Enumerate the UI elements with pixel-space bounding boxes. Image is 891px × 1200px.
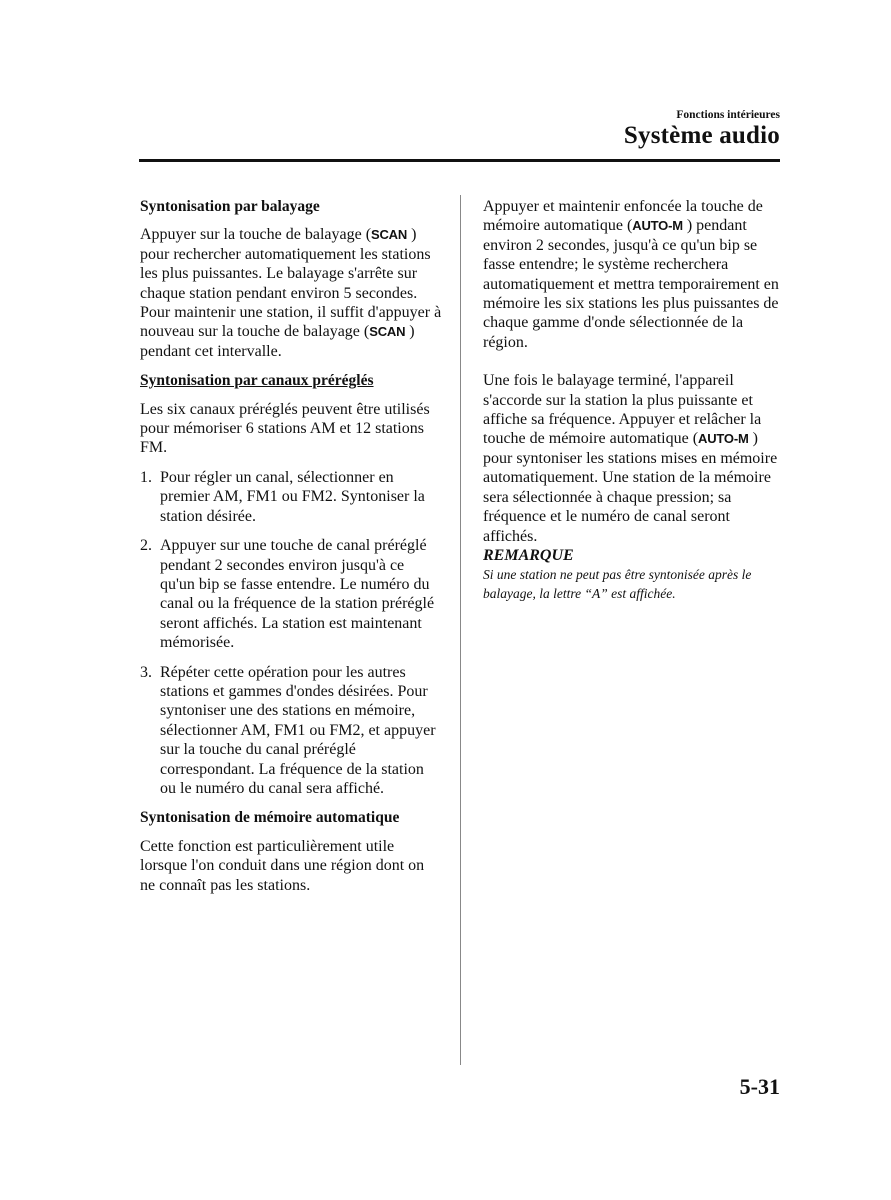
header-rule — [139, 159, 780, 162]
step-text: Répéter cette opération pour les autres stations et gammes d'ondes désirées. Pour syntoniser une des stations en mémoire, sélectionner AM, FM1 ou FM2, et appuyer sur la touche du canal préréglé correspondant. La fréquence de la station ou le numéro du canal sera affiché. — [160, 663, 436, 797]
scan-key-label: SCAN — [369, 324, 406, 340]
section-label: Fonctions intérieures — [676, 109, 780, 121]
auto-memory-heading: Syntonisation de mémoire automatique — [140, 809, 400, 827]
list-item — [140, 663, 442, 799]
para1-text-1: Appuyer et maintenir enfoncée la touche de mémoire automatique ( — [483, 198, 763, 235]
preset-steps — [140, 468, 442, 799]
step-text: Appuyer sur une touche de canal préréglé pendant 2 secondes environ jusqu'à ce qu'un bip se fasse entendre. Le numéro du canal ou la fréquence de la station préréglé seront affichés. La station est maintenant mémorisée. — [160, 537, 435, 652]
list-item — [140, 468, 442, 526]
scan-paragraph — [140, 225, 442, 361]
para2-text-2: ) pour syntoniser les stations mises en mémoire automatiquement. Une station de la mémoire sera sélectionnée à chaque pression; sa fréquence et le numéro de canal seront affichés. — [483, 430, 778, 545]
preset-heading: Syntonisation par canaux préréglés — [140, 372, 374, 390]
step-number: 1. — [140, 468, 152, 486]
auto-memory-paragraph-2 — [483, 371, 781, 546]
auto-m-key-label: AUTO-M — [698, 431, 749, 447]
scan-text-2: ) pour rechercher automatiquement les stations les plus puissantes. Le balayage s'arrête sur chaque station pendant environ 5 secondes. Pour maintenir une station, il suffit d'appuyer à nouveau sur la touche de balayage ( — [140, 226, 442, 341]
auto-m-key-label: AUTO-M — [632, 218, 683, 234]
para2-text-1: Une fois le balayage terminé, l'appareil s'accorde sur la station la plus puissante et affiche sa fréquence. Appuyer et relâcher la touche de mémoire automatique ( — [483, 372, 762, 448]
note-title: REMARQUE — [483, 546, 574, 564]
scan-heading: Syntonisation par balayage — [140, 198, 320, 215]
preset-intro: Les six canaux préréglés peuvent être utilisés pour mémoriser 6 stations AM et 12 stations FM. — [140, 400, 430, 457]
scan-key-label: SCAN — [371, 227, 408, 243]
column-divider — [460, 195, 461, 1065]
left-column — [140, 197, 442, 895]
auto-memory-paragraph: Cette fonction est particulièrement utile lorsque l'on conduit dans une région dont on ne connaît pas les stations. — [140, 837, 425, 894]
scan-text-3: ) pendant cet intervalle. — [140, 323, 415, 360]
auto-memory-paragraph-1 — [483, 197, 781, 352]
right-column — [483, 197, 781, 603]
step-number: 2. — [140, 537, 152, 555]
para1-text-2: ) pendant environ 2 secondes, jusqu'à ce qu'un bip se fasse entendre; le système recherchera automatiquement et mettra temporairement en mémoire les six stations les plus puissantes de chaque gamme d'onde sélectionnée de la région. — [483, 217, 779, 351]
note-text: Si une station ne peut pas être syntonisée après le balayage, la lettre “A” est affichée. — [483, 567, 752, 602]
step-text: Pour régler un canal, sélectionner en premier AM, FM1 ou FM2. Syntoniser la station désirée. — [160, 468, 425, 525]
scan-text-1: Appuyer sur la touche de balayage ( — [140, 226, 372, 244]
step-number: 3. — [140, 663, 152, 681]
page-title: Système audio — [623, 122, 780, 149]
list-item — [140, 536, 442, 652]
page-number: 5-31 — [739, 1074, 780, 1099]
